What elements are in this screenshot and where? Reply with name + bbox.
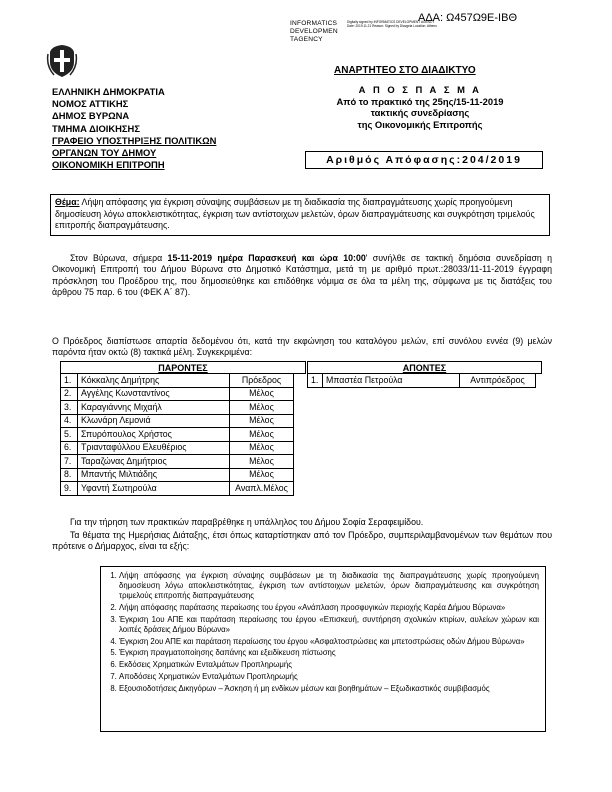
agenda-item: 4. Έγκριση 2ου ΑΠΕ και παράταση περαίωσης του έργου «Ασφαλτοστρώσεις και μπετοστρώσεις οδών Δήμου Βύρωνα» bbox=[119, 637, 539, 647]
member-row bbox=[61, 428, 294, 442]
member-row bbox=[61, 374, 294, 388]
member-name: Σπυρόπουλος Χρήστος bbox=[78, 428, 230, 442]
member-row bbox=[61, 441, 294, 455]
extract-heading: Α Π Ο Σ Π Α Σ Μ Α Από το πρακτικό της 25ης/15-11-2019 τακτικής συνεδρίασης της Οικονομικής Επιτροπής bbox=[336, 84, 504, 130]
member-number: 4. bbox=[61, 414, 78, 428]
member-row bbox=[61, 414, 294, 428]
member-name: Μπαντής Μιλτιάδης bbox=[78, 468, 230, 482]
quorum-paragraph: Ο Πρόεδρος διαπίστωσε απαρτία δεδομένου ότι, κατά την εκφώνηση του καταλόγου μελών, επί συνόλου εννέα (9) μελών παρόντα ήταν οκτώ (8) τακτικά μέλη. Συγκεκριμένα: bbox=[52, 336, 552, 358]
member-name: Καραγιάννης Μιχαήλ bbox=[78, 401, 230, 415]
member-row bbox=[61, 455, 294, 469]
member-role: Μέλος bbox=[230, 455, 294, 469]
member-role: Μέλος bbox=[230, 428, 294, 442]
agenda-item: 2. Λήψη απόφασης παράτασης περαίωσης του έργου «Ανάπλαση προσφυγικών περιοχής Καρέα Δήμου Βύρωνα» bbox=[119, 603, 539, 613]
subject-label: Θέμα: bbox=[55, 197, 80, 207]
member-role: Αναπλ.Μέλος bbox=[230, 482, 294, 496]
member-number: 2. bbox=[61, 387, 78, 401]
member-role: Μέλος bbox=[230, 401, 294, 415]
member-role: Μέλος bbox=[230, 441, 294, 455]
member-row bbox=[61, 401, 294, 415]
member-name: Κλωνάρη Λεμονιά bbox=[78, 414, 230, 428]
agenda-item: 6. Εκδόσεις Χρηματικών Ενταλμάτων Προπληρωμής bbox=[119, 660, 539, 670]
agenda-list bbox=[107, 571, 539, 694]
member-row bbox=[308, 374, 536, 388]
member-number: 6. bbox=[61, 441, 78, 455]
member-name: Υφαντή Σωτηρούλα bbox=[78, 482, 230, 496]
member-number: 1. bbox=[308, 374, 323, 388]
meeting-date-time: 15-11-2019 ημέρα Παρασκευή και ώρα 10:00 bbox=[167, 253, 366, 263]
digital-signature-logo: INFORMATICS DEVELOPMEN TAGENCY bbox=[290, 20, 338, 43]
present-header: ΠΑΡΟΝΤΕΣ bbox=[60, 361, 306, 374]
greek-emblem-icon bbox=[46, 42, 78, 80]
ada-code: ΑΔΑ: Ω457Ω9Ε-ΙΒΘ bbox=[418, 12, 517, 24]
member-row bbox=[61, 387, 294, 401]
present-members-table bbox=[60, 373, 294, 496]
member-number: 3. bbox=[61, 401, 78, 415]
agenda-box bbox=[100, 566, 546, 732]
agenda-item: 8. Εξουσιοδοτήσεις Δικηγόρων – Άσκηση ή μη ενδίκων μέσων και βοηθημάτων – Εξωδικαστικός συμβιβασμός bbox=[119, 684, 539, 694]
absent-members-table bbox=[307, 373, 536, 388]
member-number: 8. bbox=[61, 468, 78, 482]
digital-signature-info: Digitally signed by INFORMATICS DEVELOPMENT AGENCY Date: 2019.11.21 Reason: Signed by Diavgeia Location: Athens bbox=[347, 20, 437, 28]
agenda-item: 7. Αποδόσεις Χρηματικών Ενταλμάτων Προπληρωμής bbox=[119, 672, 539, 682]
decision-number: Αριθμός Απόφασης:204/2019 bbox=[305, 151, 543, 169]
member-role: Μέλος bbox=[230, 468, 294, 482]
member-name: Ταραζώνας Δημήτριος bbox=[78, 455, 230, 469]
member-number: 9. bbox=[61, 482, 78, 496]
publish-online-label: ΑΝΑΡΤΗΤΕΟ ΣΤΟ ΔΙΑΔΙΚΤΥΟ bbox=[334, 65, 476, 76]
member-role: Πρόεδρος bbox=[230, 374, 294, 388]
member-name: Τριανταφύλλου Ελευθέριος bbox=[78, 441, 230, 455]
member-number: 7. bbox=[61, 455, 78, 469]
member-role: Αντιπρόεδρος bbox=[460, 374, 536, 388]
member-role: Μέλος bbox=[230, 414, 294, 428]
agenda-item: 1. Λήψη απόφασης για έγκριση σύναψης συμβάσεων με τη διαδικασία της διαπραγμάτευσης χωρίς προηγούμενη δημοσίευση λόγω αποκλειστικότητας, έγκριση των αντίστοιχων μελετών, όρων διαπραγμάτευσης και συγκρότηση τριμελούς επιτροπής διαπραγμάτευσης bbox=[119, 571, 539, 602]
minutes-keeper-paragraph: Για την τήρηση των πρακτικών παραβρέθηκε η υπάλληλος του Δήμου Σοφία Σεραφειμίδου. bbox=[70, 517, 424, 527]
member-number: 5. bbox=[61, 428, 78, 442]
issuing-authority-header: ΕΛΛΗΝΙΚΗ ΔΗΜΟΚΡΑΤΙΑ ΝΟΜΟΣ ΑΤΤΙΚΗΣ ΔΗΜΟΣ ΒΥΡΩΝΑ ΤΜΗΜΑ ΔΙΟΙΚΗΣΗΣ ΓΡΑΦΕΙΟ ΥΠΟΣΤΗΡΙΞΗΣ ΠΟΛΙΤΙΚΩΝ ΟΡΓΑΝΩΝ ΤΟΥ ΔΗΜΟΥ ΟΙΚΟΝΟΜΙΚΗ ΕΠΙΤΡΟΠΗ bbox=[52, 86, 217, 171]
agenda-intro-paragraph: Τα θέματα της Ημερήσιας Διάταξης, έτσι όπως καταρτίστηκαν από τον Πρόεδρο, συμπεριλαμβανομένων των θεμάτων που πρότεινε ο Δήμαρχος, είναι τα εξής: bbox=[52, 530, 552, 552]
agenda-item: 5. Έγκριση πραγματοποίησης δαπάνης και εξειδίκευση πίστωσης bbox=[119, 648, 539, 658]
member-name: Κόκκαλης Δημήτρης bbox=[78, 374, 230, 388]
subject-box bbox=[50, 194, 550, 236]
agenda-item: 3. Έγκριση 1ου ΑΠΕ και παράταση περαίωσης του έργου «Επισκευή, συντήρηση σχολικών κτιρίων, αυλείων χώρων και λοιπές δράσεις Δήμου Βύρωνα» bbox=[119, 615, 539, 635]
meeting-paragraph: Στον Βύρωνα, σήμερα 15-11-2019 ημέρα Παρασκευή και ώρα 10:00' συνήλθε σε τακτική δημόσια συνεδρίαση η Οικονομική Επιτροπή του Δήμου Βύρωνα στο Δημοτικό Κατάστημα, μετά τη με αριθμό πρωτ.:28033/11-11-2019 έγγραφη πρόσκληση του Προέδρου της, που δημοσιεύθηκε και επιδόθηκε νόμιμα σε όλα τα μέλη της, σύμφωνα με τις διατάξεις του άρθρου 75 παρ. 6 του (ΦΕΚ Α΄ 87). bbox=[52, 253, 553, 298]
subject-text: Λήψη απόφασης για έγκριση σύναψης συμβάσεων με τη διαδικασία της διαπραγμάτευσης χωρίς προηγούμενη δημοσίευση λόγω αποκλειστικότητας, έγκριση των αντίστοιχων μελετών, όρων διαπραγμάτευσης και συγκρότηση τριμελούς επιτροπής διαπραγμάτευσης. bbox=[55, 197, 535, 230]
member-role: Μέλος bbox=[230, 387, 294, 401]
member-row bbox=[61, 482, 294, 496]
member-name: Αγγέλης Κωνσταντίνος bbox=[78, 387, 230, 401]
member-row bbox=[61, 468, 294, 482]
absent-header: ΑΠΟΝΤΕΣ bbox=[307, 361, 542, 374]
member-number: 1. bbox=[61, 374, 78, 388]
member-name: Μπαστέα Πετρούλα bbox=[323, 374, 460, 388]
